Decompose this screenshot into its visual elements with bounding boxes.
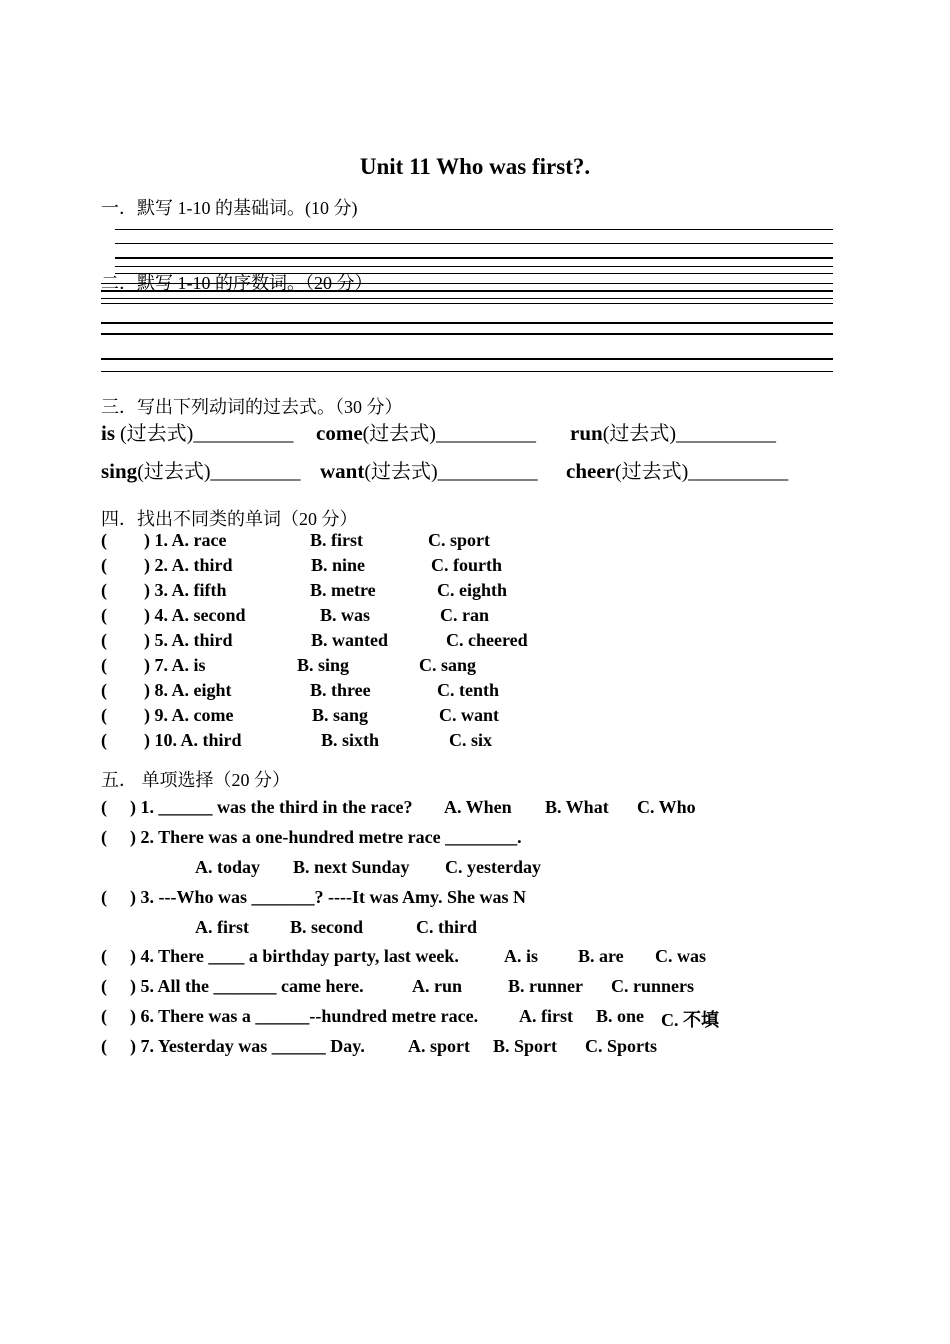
options-row: A. today B. next Sunday C. yesterday	[195, 857, 541, 877]
question-row: ( ) 4. A. second B. was C. ran	[101, 605, 489, 625]
question-row: ( ) 7. A. is B. sing C. sang	[101, 655, 477, 675]
question-row: ( ) 9. A. come B. sang C. want	[101, 705, 500, 725]
writing-line	[101, 290, 833, 292]
verb-item: want(过去式)__________	[320, 459, 538, 483]
verb-item: cheer(过去式)__________	[566, 459, 789, 483]
question-row: ( ) 8. A. eight B. three C. tenth	[101, 680, 499, 700]
question-row: ( ) 5. A. third B. wanted C. cheered	[101, 630, 528, 650]
writing-line	[101, 303, 833, 304]
question-row: ( ) 10. A. third B. sixth C. six	[101, 730, 493, 750]
page-title: Unit 11 Who was first?.	[359, 154, 591, 179]
question-row: ( ) 1. A. race B. first C. sport	[101, 530, 490, 550]
question-row: ( ) 7. Yesterday was ______ Day. A. sport B. Sport C. Sports	[101, 1036, 658, 1056]
options-row: A. first B. second C. third	[195, 917, 478, 937]
section-5-heading: 五． 单项选择（20 分）	[101, 770, 290, 790]
verb-item: come(过去式)__________	[316, 421, 536, 445]
question-row: ( ) 3. A. fifth B. metre C. eighth	[101, 580, 508, 600]
question-row: ( ) 4. There ____ a birthday party, last week. A. is B. are C. was	[101, 946, 707, 966]
question-row: ( ) 2. A. third B. nine C. fourth	[101, 555, 502, 575]
section-3-heading: 三．写出下列动词的过去式。（30 分）	[101, 397, 403, 417]
writing-line	[115, 266, 833, 267]
writing-line	[101, 358, 833, 360]
verb-item: is (过去式)__________	[101, 421, 294, 445]
writing-line	[101, 333, 833, 335]
writing-line	[115, 229, 833, 230]
writing-line	[101, 298, 833, 299]
verb-item: sing(过去式)_________	[101, 459, 301, 483]
section-1-heading: 一．默写 1-10 的基础词。(10 分)	[101, 198, 358, 218]
section-4-heading: 四．找出不同类的单词（20 分）	[101, 509, 358, 529]
section-2-heading: 二．默写 1-10 的序数词。（20 分）	[101, 273, 373, 293]
writing-line	[101, 371, 833, 372]
writing-line	[115, 243, 833, 244]
question-row: ( ) 2. There was a one-hundred metre race ________.	[101, 827, 522, 847]
question-row: ( ) 1. ______ was the third in the race? A. When B. What C. Who	[101, 797, 696, 817]
question-row: ( ) 5. All the _______ came here. A. run B. runner C. runners	[101, 976, 695, 996]
writing-line	[115, 257, 833, 259]
writing-line	[101, 322, 833, 324]
question-row: ( ) 6. There was a ______--hundred metre race. A. first B. one C. 不填	[101, 1006, 719, 1030]
question-row: ( ) 3. ---Who was _______? ----It was Amy. She was N	[101, 887, 526, 907]
verb-item: run(过去式)__________	[570, 421, 777, 445]
